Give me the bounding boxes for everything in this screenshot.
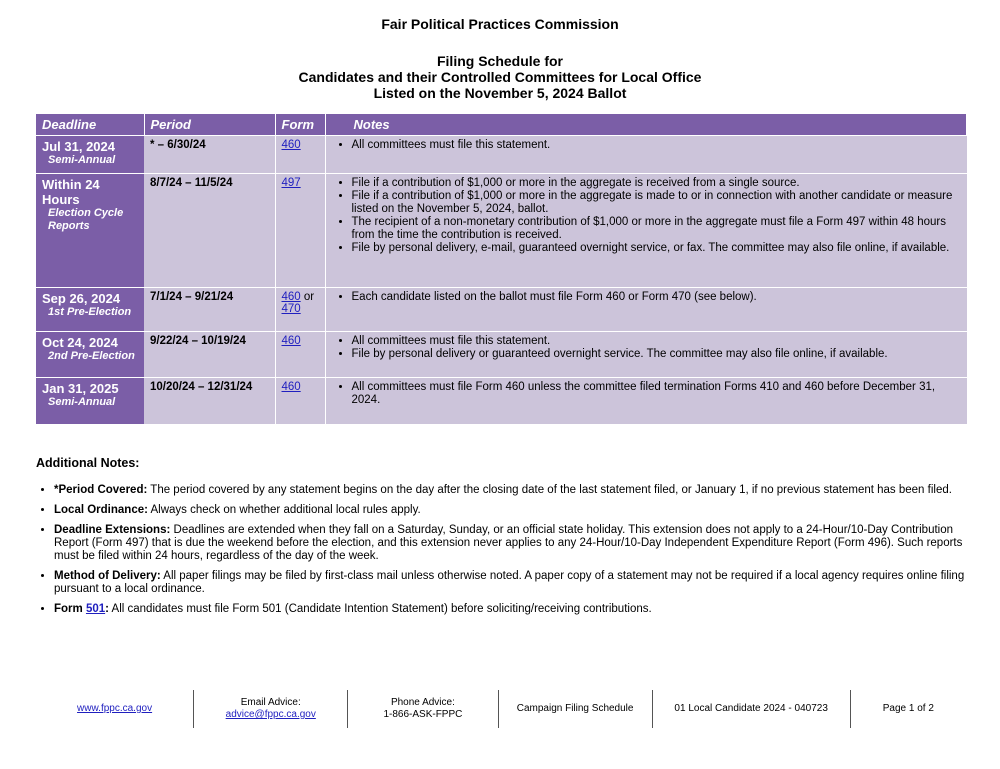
table-row <box>36 136 967 174</box>
website-link[interactable]: www.fppc.ca.gov <box>77 703 153 714</box>
note-item: • File by personal delivery, e-mail, guaranteed overnight service, or fax. The committee may also file online, if available. <box>352 242 961 255</box>
notes-cell <box>325 174 967 288</box>
deadline-cell <box>36 136 144 174</box>
note-text: Deadlines are extended when they fall on a Saturday, Sunday, or an official state holiday. This extension does not apply to a 24-Hour/10-Day Contribution Report (Form 497) that is due the weekend before the election, and this extension never applies to any 24-Hour/10-Day Independent Expenditure Report (Form 496). Such reports must be filed within 24 hours, regardless of the day of the week. <box>54 524 963 562</box>
note-item: • File if a contribution of $1,000 or more in the aggregate is received from a single source. <box>352 177 961 190</box>
deadline-subtitle: 2nd Pre-Election <box>48 350 135 362</box>
list-item <box>54 524 974 563</box>
period-cell: 7/1/24 – 9/21/24 <box>144 288 275 332</box>
form-470-link[interactable]: 470 <box>281 303 301 315</box>
header-notes: Notes <box>325 114 967 136</box>
title-line-3: Listed on the November 5, 2024 Ballot <box>373 85 627 101</box>
table-row <box>36 332 967 378</box>
deadline-cell <box>36 332 144 378</box>
filing-schedule-table <box>36 114 967 424</box>
email-link[interactable]: advice@fppc.ca.gov <box>225 709 316 720</box>
title-line-2: Candidates and their Controlled Committees for Local Office <box>298 69 702 85</box>
notes-cell <box>325 378 967 424</box>
form-cell <box>275 288 325 332</box>
form-term: Form <box>54 603 83 615</box>
period-cell: * – 6/30/24 <box>144 136 275 174</box>
note-text: The period covered by any statement begins on the day after the closing date of the last statement filed, or January 1, if no previous statement has been filed. <box>147 484 952 496</box>
table-header-row <box>36 114 967 136</box>
additional-notes-list <box>36 484 974 623</box>
note-term: Local Ordinance: <box>54 504 148 516</box>
note-text: Always check on whether additional local rules apply. <box>147 504 421 516</box>
deadline-date: Oct 24, 2024 <box>42 335 118 350</box>
footer-website-cell <box>36 690 194 728</box>
note-term: *Period Covered: <box>54 484 148 496</box>
header-period: Period <box>144 114 275 136</box>
period-cell: 8/7/24 – 11/5/24 <box>144 174 275 288</box>
period-cell: 10/20/24 – 12/31/24 <box>144 378 275 424</box>
deadline-cell <box>36 174 144 288</box>
form-497-link[interactable]: 497 <box>281 177 301 189</box>
note-term: Method of Delivery: <box>54 570 161 582</box>
form-cell <box>275 332 325 378</box>
note-item: • The recipient of a non-monetary contribution of $1,000 or more in the aggregate must file a Form 497 within 48 hours from the time the contribution is received. <box>352 216 961 242</box>
form-460-link[interactable]: 460 <box>281 139 301 151</box>
deadline-date: Sep 26, 2024 <box>42 291 121 306</box>
note-item: • Each candidate listed on the ballot must file Form 460 or Form 470 (see below). <box>352 291 961 304</box>
form-460-link[interactable]: 460 <box>281 291 301 303</box>
header-form: Form <box>275 114 325 136</box>
note-term: Deadline Extensions: <box>54 524 171 536</box>
list-item <box>54 570 974 596</box>
deadline-cell <box>36 378 144 424</box>
commission-name: Fair Political Practices Commission <box>381 16 619 32</box>
document-title <box>0 53 1000 101</box>
footer-doc-title: Campaign Filing Schedule <box>499 690 653 728</box>
notes-cell <box>325 288 967 332</box>
deadline-date: Jul 31, 2024 <box>42 139 115 154</box>
footer-phone-cell <box>348 690 498 728</box>
deadline-cell <box>36 288 144 332</box>
deadline-subtitle: Semi-Annual <box>48 396 116 408</box>
note-item: • All committees must file this statement. <box>352 335 961 348</box>
footer-email-cell <box>194 690 348 728</box>
email-label: Email Advice: <box>240 697 301 708</box>
notes-cell <box>325 332 967 378</box>
note-item: • All committees must file this statement. <box>352 139 961 152</box>
note-item: • File by personal delivery or guaranteed overnight service. The committee may also file online, if available. <box>352 348 961 361</box>
form-cell <box>275 136 325 174</box>
phone-number: 1-866-ASK-FPPC <box>383 709 463 720</box>
page-footer <box>36 690 966 728</box>
form-501-link[interactable]: 501 <box>85 603 106 615</box>
deadline-subtitle: Election Cycle Reports <box>48 207 124 232</box>
header-deadline: Deadline <box>36 114 144 136</box>
phone-label: Phone Advice: <box>390 697 455 708</box>
note-term <box>54 603 109 615</box>
note-item: • File if a contribution of $1,000 or more in the aggregate is made to or in connection with another candidate or measure listed on the November 5, 2024, ballot. <box>352 190 961 216</box>
deadline-subtitle: Semi-Annual <box>48 154 116 166</box>
form-cell <box>275 378 325 424</box>
form-cell <box>275 174 325 288</box>
table-row <box>36 288 967 332</box>
footer-doc-code: 01 Local Candidate 2024 - 040723 <box>653 690 851 728</box>
additional-notes-title: Additional Notes: <box>36 456 140 470</box>
note-text: All candidates must file Form 501 (Candidate Intention Statement) before soliciting/receiving contributions. <box>108 603 652 615</box>
form-460-link[interactable]: 460 <box>281 335 301 347</box>
form-460-link[interactable]: 460 <box>281 381 301 393</box>
period-cell: 9/22/24 – 10/19/24 <box>144 332 275 378</box>
deadline-date: Within 24 Hours <box>42 177 100 207</box>
colon: : <box>105 603 109 615</box>
notes-cell <box>325 136 967 174</box>
form-or-text: or <box>303 291 315 303</box>
deadline-subtitle: 1st Pre-Election <box>48 306 132 318</box>
title-line-1: Filing Schedule for <box>436 53 563 69</box>
note-item: • All committees must file Form 460 unless the committee filed termination Forms 410 and 460 before December 31, 2024. <box>352 381 961 407</box>
list-item <box>54 504 974 517</box>
footer-page-number: Page 1 of 2 <box>882 703 934 714</box>
list-item <box>54 603 974 616</box>
deadline-date: Jan 31, 2025 <box>42 381 119 396</box>
table-row <box>36 378 967 424</box>
table-row <box>36 174 967 288</box>
note-text: All paper filings may be filed by first-class mail unless otherwise noted. A paper copy of a statement may not be required if a local agency requires online filing pursuant to a local ordinance. <box>54 570 965 595</box>
list-item <box>54 484 974 497</box>
